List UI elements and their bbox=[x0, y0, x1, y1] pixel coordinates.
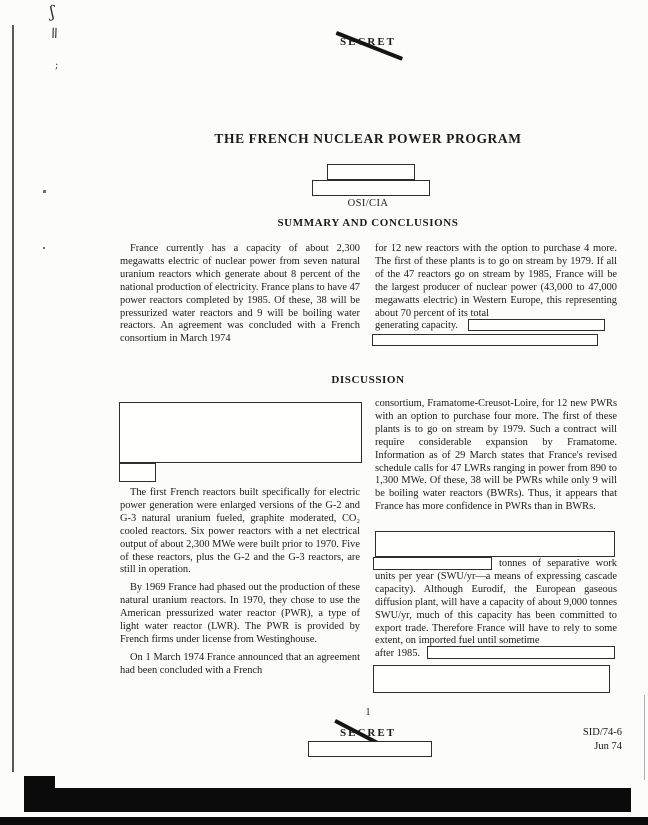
scan-speck bbox=[43, 247, 45, 249]
discussion-paragraph: On 1 March 1974 France announced that an agreement had been concluded with a French bbox=[120, 651, 360, 676]
discussion-heading: DISCUSSION bbox=[331, 374, 405, 386]
redaction-box bbox=[308, 741, 432, 757]
discussion-left-column bbox=[120, 487, 360, 683]
redaction-box bbox=[468, 319, 605, 331]
handwritten-margin-mark: ǁ bbox=[50, 25, 59, 43]
report-id: SID/74-6 bbox=[582, 727, 622, 738]
report-date: Jun 74 bbox=[594, 740, 622, 752]
page-number: 1 bbox=[365, 707, 371, 718]
redaction-box bbox=[312, 180, 430, 196]
scan-speck bbox=[43, 190, 46, 193]
redaction-box bbox=[372, 334, 598, 346]
discussion-paragraph: The first French reactors built specifically for electric power generation were enlarged versions of the G-2 and G-3 natural uranium fueled, graphite moderated, CO₂ cooled reactors. Six power reactors with a net electrical output of about 2,300 MWe were built prior to 1970. Five of these reactors, plus the G-2 and the G-3 reactors, are still in operation. bbox=[120, 487, 360, 576]
redaction-box bbox=[327, 164, 415, 180]
redaction-box bbox=[427, 646, 615, 659]
discussion-right-tail-line bbox=[375, 648, 617, 661]
redaction-box bbox=[119, 402, 362, 463]
summary-right-column bbox=[375, 243, 617, 346]
summary-heading: SUMMARY AND CONCLUSIONS bbox=[277, 217, 459, 229]
classification-stamp-top: SECRET bbox=[339, 36, 397, 48]
discussion-paragraph: By 1969 France had phased out the production of these natural uranium reactors. In 1970, they chose to use the American pressurized water reactor (PWR), a type of light water reactor (LWR). The PWR is provided by French firms under license from Westinghouse. bbox=[120, 582, 360, 645]
attribution-line: OSI/CIA bbox=[347, 198, 389, 209]
redaction-box bbox=[373, 665, 610, 693]
scan-black-bar-main bbox=[24, 788, 631, 812]
summary-right-tail-text: generating capacity. bbox=[375, 320, 458, 332]
report-identifier-block bbox=[488, 726, 622, 753]
summary-right-text: for 12 new reactors with the option to purchase 4 more. The first of these plants is to go on stream by 1979. If all of the 47 reactors go on stream by 1985, France will be the largest producer of nuclear power (43,000 to 47,000 megawatts electric) in Western Europe, this representing about 70 percent of its total bbox=[375, 243, 617, 319]
discussion-right-tail-text: after 1985. bbox=[375, 648, 421, 659]
handwritten-margin-mark: ; bbox=[55, 60, 59, 71]
page-title: THE FRENCH NUCLEAR POWER PROGRAM bbox=[214, 131, 522, 146]
scan-black-bar-bottom bbox=[0, 817, 648, 825]
redaction-box bbox=[119, 463, 156, 482]
classification-stamp-bottom: SECRET bbox=[339, 727, 397, 739]
discussion-right-column-bottom: tonnes of separative work units per year (SWU/yr—a means of expressing cascade capacity). Although Eurodif, the European gaseous diffusion plant, will have a capacity of about 9,000 tonnes SWU/yr, much of this capacity has been committed to export trade. Therefore France will have to rely to some extent, on imported fuel until sometime bbox=[375, 558, 617, 647]
printed-area bbox=[88, 0, 648, 825]
handwritten-margin-mark: ʃ bbox=[49, 1, 56, 22]
scan-edge-line-left bbox=[12, 25, 14, 772]
summary-right-tail-line bbox=[375, 320, 617, 333]
discussion-right-column-top: consortium, Framatome-Creusot-Loire, for 12 new PWRs with an option to purchase four more. The first of these plants is to go on stream by 1979. Such a contract will require considerable expansion by Framatome. Information as of 29 March states that France's revised schedule calls for 47 LWRs ranging in power from 890 to 1,300 MWe. Of these, 38 will be PWRs while only 9 will be boiling water reactors (BWRs). Thus, it appears that France has more confidence in PWRs than in BWRs. bbox=[375, 398, 617, 513]
summary-left-column: France currently has a capacity of about 2,300 megawatts electric of nuclear power from seven natural uranium reactors which generate about 8 percent of the national production of electricity. France plans to have 47 power reactors completed by 1985. Of these, 38 will be pressurized water reactors and 9 will be boiling water reactors. An agreement was concluded with a French consortium in March 1974 bbox=[120, 243, 360, 345]
redaction-box bbox=[375, 531, 615, 557]
